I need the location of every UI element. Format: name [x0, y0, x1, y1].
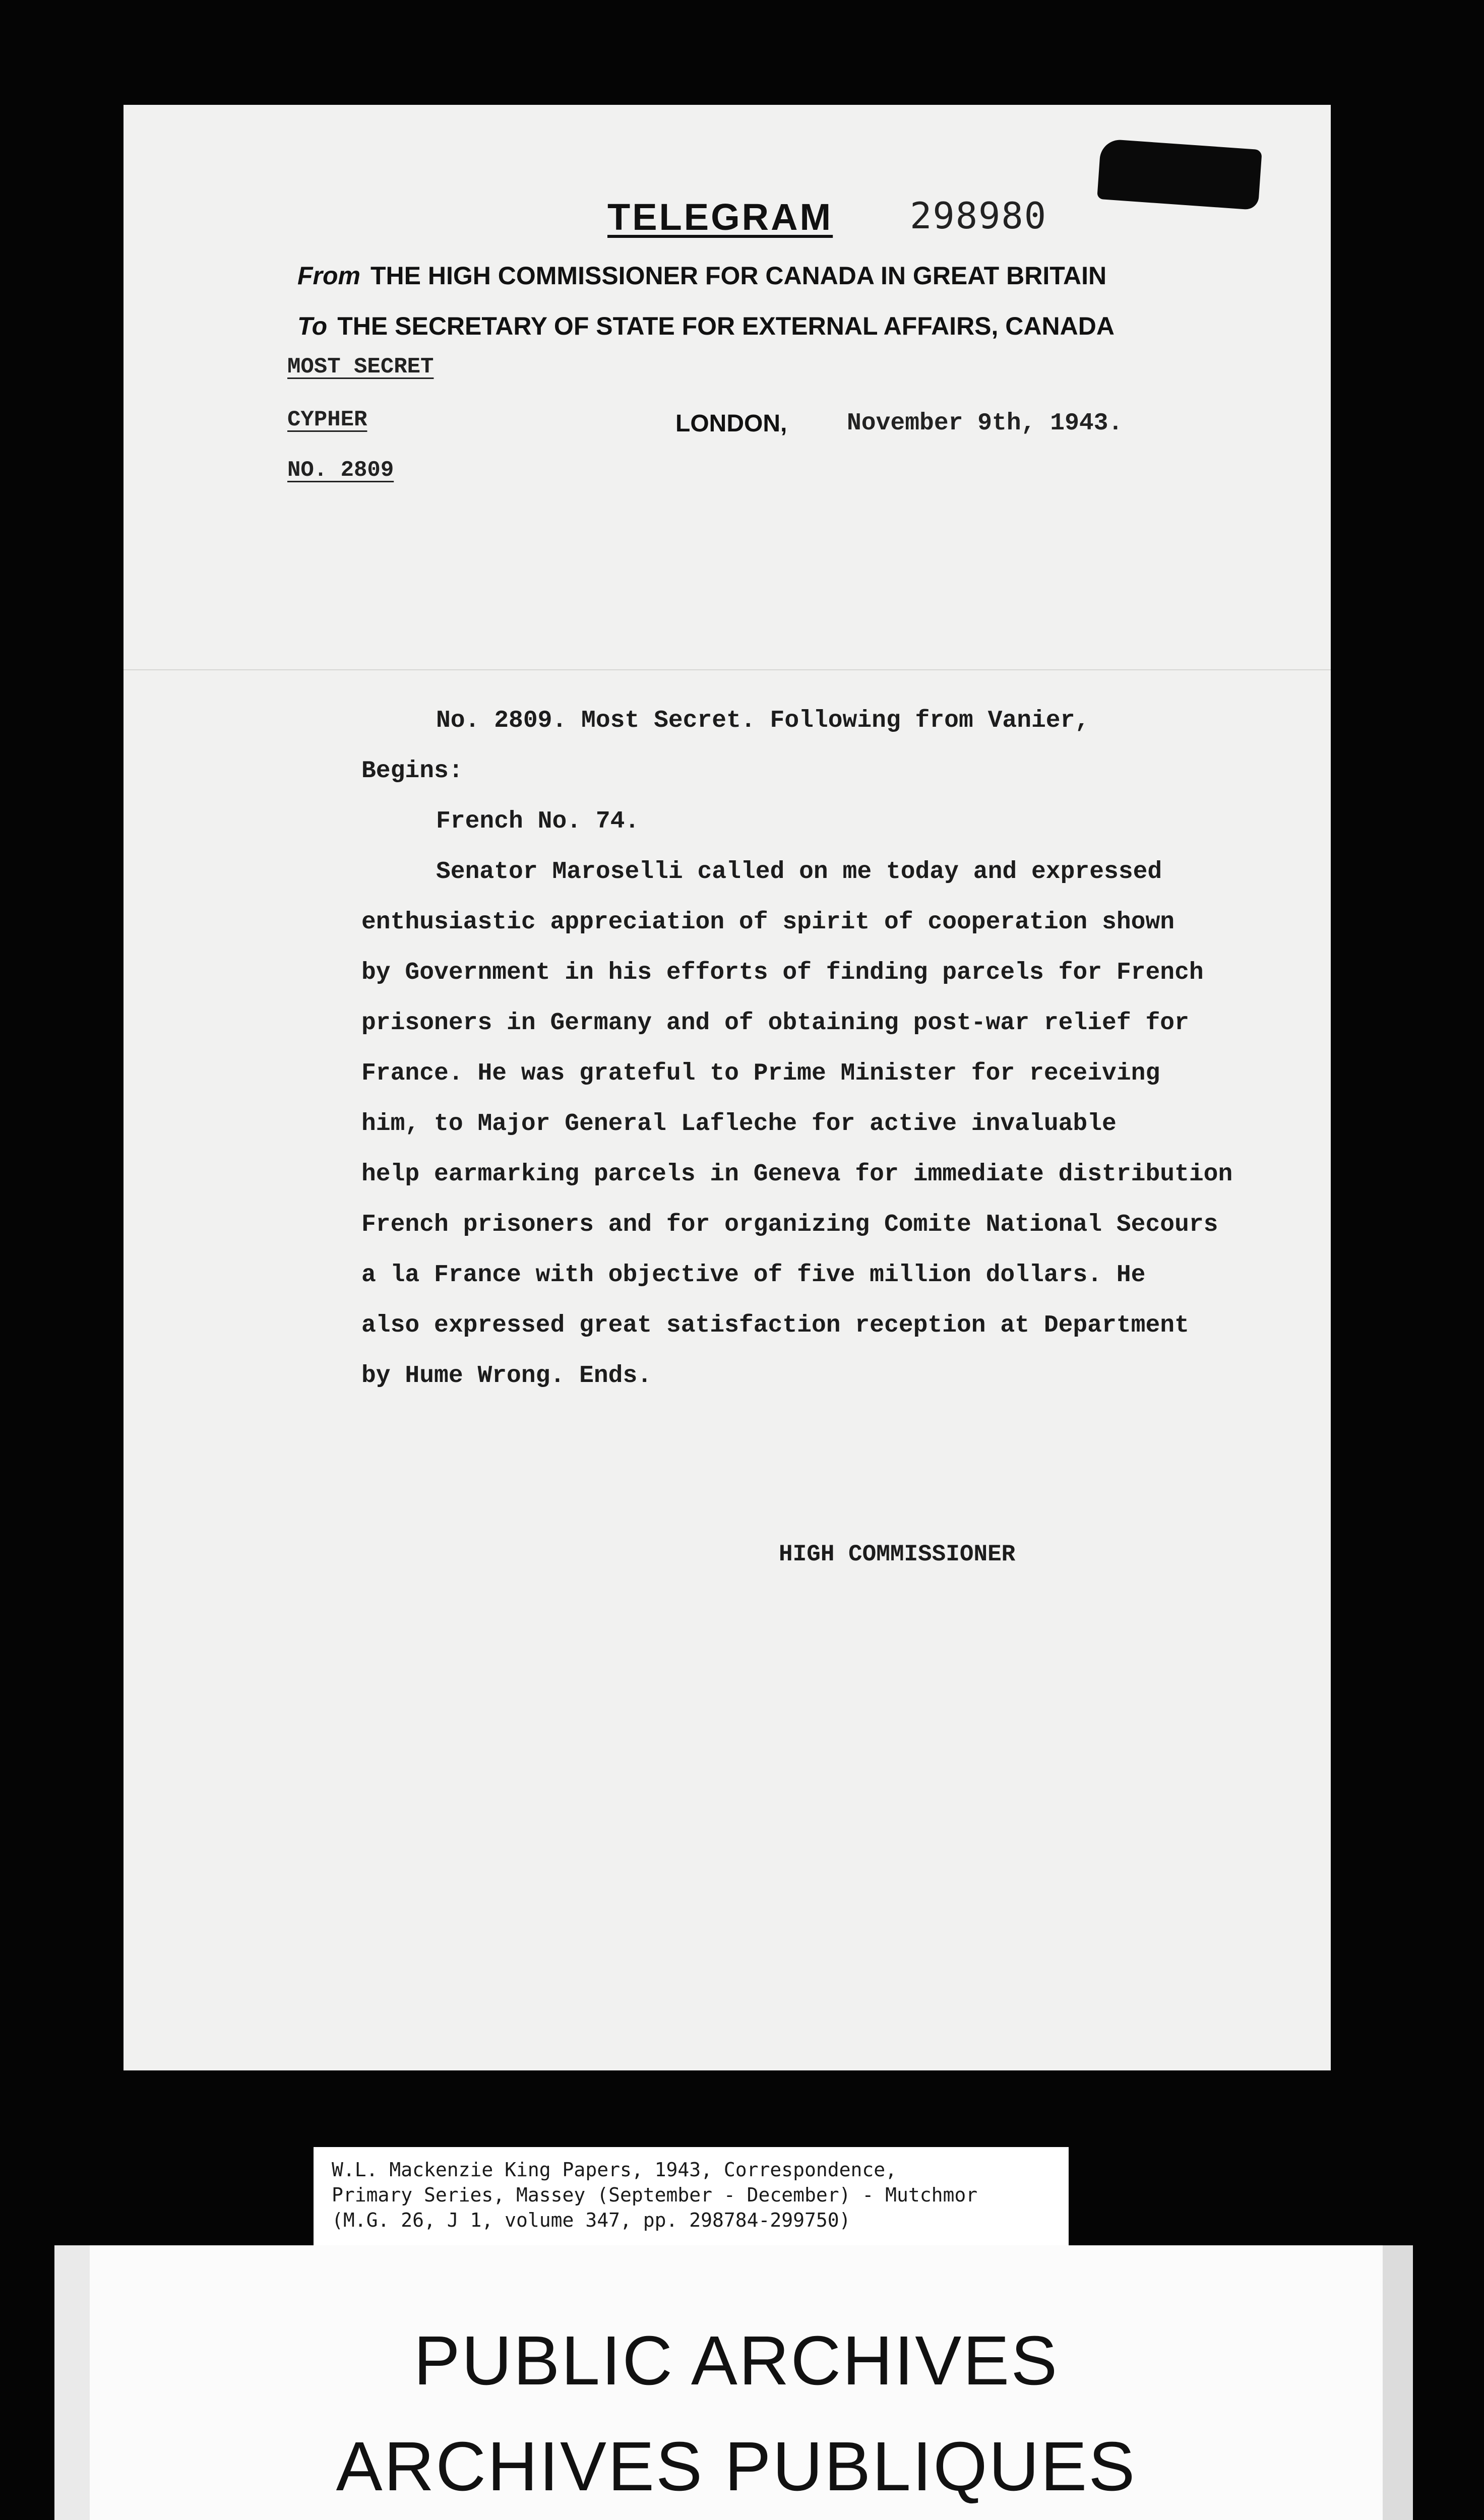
- telegram-number: NO. 2809: [287, 458, 394, 483]
- from-label: From: [297, 262, 360, 290]
- from-value: THE HIGH COMMISSIONER FOR CANADA IN GREAT BRITAIN: [370, 262, 1107, 290]
- to-line: [297, 311, 1115, 341]
- to-value: THE SECRETARY OF STATE FOR EXTERNAL AFFAIRS, CANADA: [337, 312, 1115, 340]
- classification-mark: MOST SECRET: [287, 354, 434, 380]
- citation-line: (M.G. 26, J 1, volume 347, pp. 298784-299750): [332, 2209, 851, 2231]
- message-line: French prisoners and for organizing Comite National Secours: [361, 1211, 1218, 1238]
- message-line: help earmarking parcels in Geneva for immediate distribution: [361, 1161, 1233, 1188]
- archives-name-english: PUBLIC ARCHIVES: [413, 2322, 1059, 2400]
- message-line: French No. 74.: [436, 808, 640, 835]
- message-line: a la France with objective of five million dollars. He: [361, 1262, 1146, 1289]
- message-line: No. 2809. Most Secret. Following from Vanier,: [436, 707, 1090, 734]
- redaction-mark: [1097, 139, 1262, 210]
- to-label: To: [297, 312, 328, 340]
- telegram-sheet: [123, 105, 1331, 2070]
- message-line: enthusiastic appreciation of spirit of cooperation shown: [361, 909, 1175, 936]
- message-line: by Hume Wrong. Ends.: [361, 1362, 652, 1390]
- message-line: France. He was grateful to Prime Minister for receiving: [361, 1060, 1160, 1087]
- citation-line: W.L. Mackenzie King Papers, 1943, Correspondence,: [332, 2159, 897, 2181]
- archives-name-french: ARCHIVES PUBLIQUES: [336, 2428, 1137, 2505]
- message-line: him, to Major General Lafleche for active invaluable: [361, 1110, 1117, 1138]
- source-citation-label: [314, 2147, 1069, 2253]
- reference-number: 298980: [910, 195, 1047, 237]
- archives-stamp-strip: [54, 2245, 1413, 2520]
- signature: HIGH COMMISSIONER: [779, 1541, 1016, 1567]
- message-line: Senator Maroselli called on me today and expressed: [436, 858, 1162, 886]
- message-line: also expressed great satisfaction reception at Department: [361, 1312, 1189, 1339]
- message-line: prisoners in Germany and of obtaining post-war relief for: [361, 1010, 1189, 1037]
- paper-fold-line: [123, 669, 1331, 670]
- place-of-origin: LONDON,: [675, 410, 787, 437]
- message-line: Begins:: [361, 758, 463, 785]
- cypher-mark: CYPHER: [287, 407, 367, 432]
- message-line: by Government in his efforts of finding parcels for French: [361, 959, 1204, 986]
- from-line: [297, 261, 1106, 290]
- citation-line: Primary Series, Massey (September - December) - Mutchmor: [332, 2184, 978, 2206]
- telegram-title: TELEGRAM: [607, 196, 833, 238]
- telegram-date: November 9th, 1943.: [847, 410, 1123, 437]
